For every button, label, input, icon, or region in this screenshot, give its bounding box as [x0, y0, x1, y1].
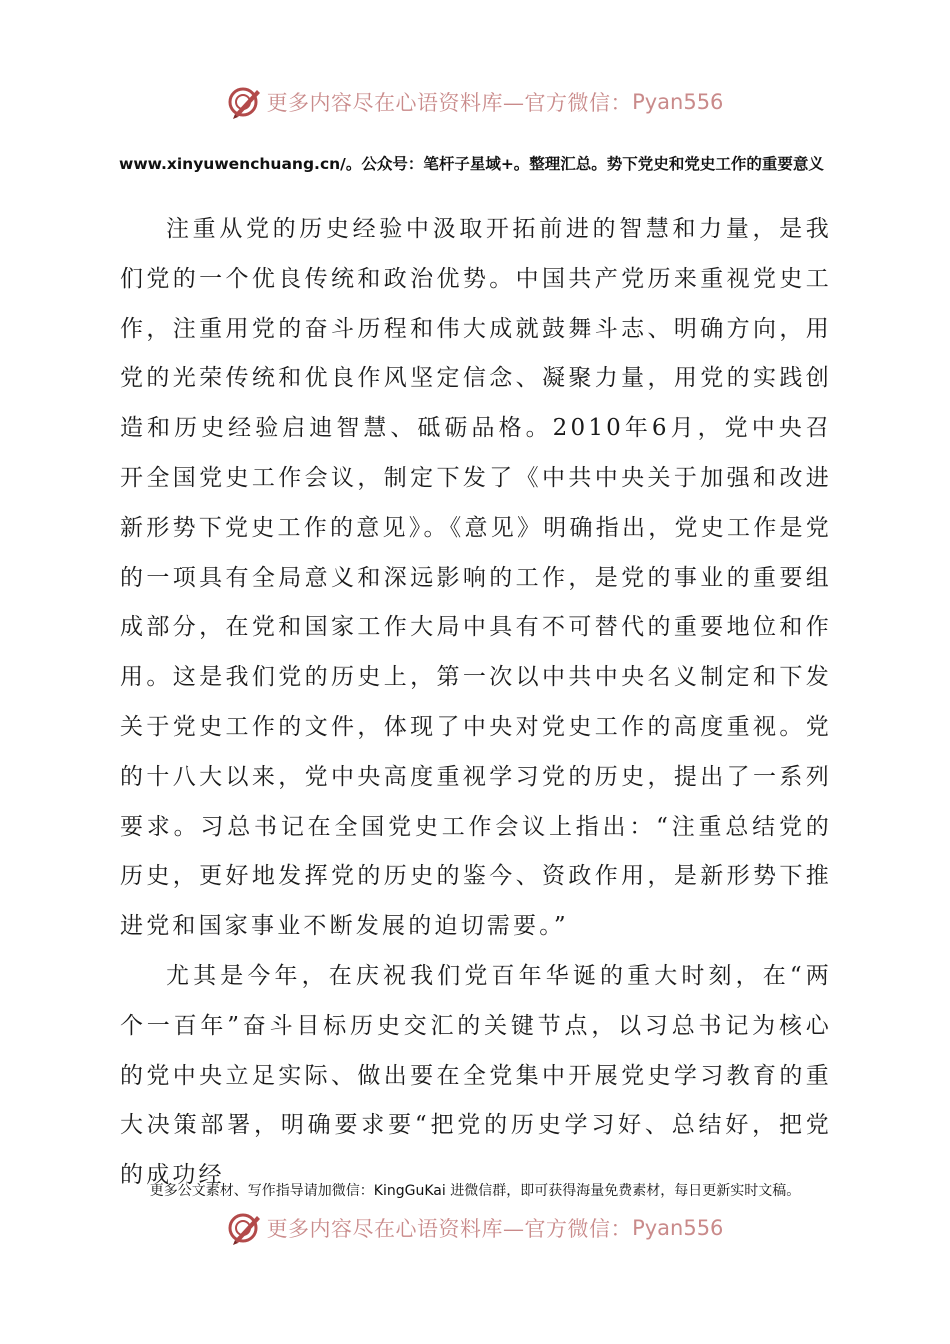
paragraph: 尤其是今年，在庆祝我们党百年华诞的重大时刻，在“两个一百年”奋斗目标历史交汇的关键节点，以习总书记为核心的党中央立足实际、做出要在全党集中开展党史学习教育的重大决策部署，明确要求要“把党的历史学习好、总结好，把党的成功经: [120, 962, 832, 1189]
banner-text: 更多内容尽在心语资料库—官方微信：: [266, 91, 633, 115]
pen-logo-icon: [227, 84, 263, 120]
pen-logo-icon: [227, 1210, 263, 1246]
bottom-banner: [0, 1206, 950, 1250]
footer-note: 更多公文素材、写作指导请加微信：KingGuKai 进微信群，即可获得海量免费素材，每日更新实时文稿。: [149, 1183, 801, 1199]
top-banner: [0, 80, 950, 124]
paragraph: 注重从党的历史经验中汲取开拓前进的智慧和力量，是我们党的一个优良传统和政治优势。中国共产党历来重视党史工作，注重用党的奋斗历程和伟大成就鼓舞斗志、明确方向，用党的光荣传统和优良作风坚定信念、凝聚力量，用党的实践创造和历史经验启迪智慧、砥砺品格。2010年6月，党中央召开全国党史工作会议，制定下发了《中共中央关于加强和改进新形势下党史工作的意见》。《意见》明确指出，党史工作是党的一项具有全局意义和深远影响的工作，是党的事业的重要组成部分，在党和国家工作大局中具有不可替代的重要地位和作用。这是我们党的历史上，第一次以中共中央名义制定和下发关于党史工作的文件，体现了中央对党史工作的高度重视。党的十八大以来，党中央高度重视学习党的历史，提出了一系列要求。习总书记在全国党史工作会议上指出：“注重总结党的历史，更好地发挥党的历史的鉴今、资政作用，是新形势下推进党和国家事业不断发展的迫切需要。”: [120, 216, 832, 940]
source-header: www.xinyuwenchuang.cn/。公众号：笔杆子星域+。整理汇总。势下党史和党史工作的重要意义: [119, 155, 824, 173]
banner-wechat-id: Pyan556: [632, 1216, 724, 1240]
banner-text: 更多内容尽在心语资料库—官方微信：: [266, 1217, 633, 1241]
article-body: [120, 205, 832, 1201]
banner-wechat-id: Pyan556: [632, 90, 724, 114]
